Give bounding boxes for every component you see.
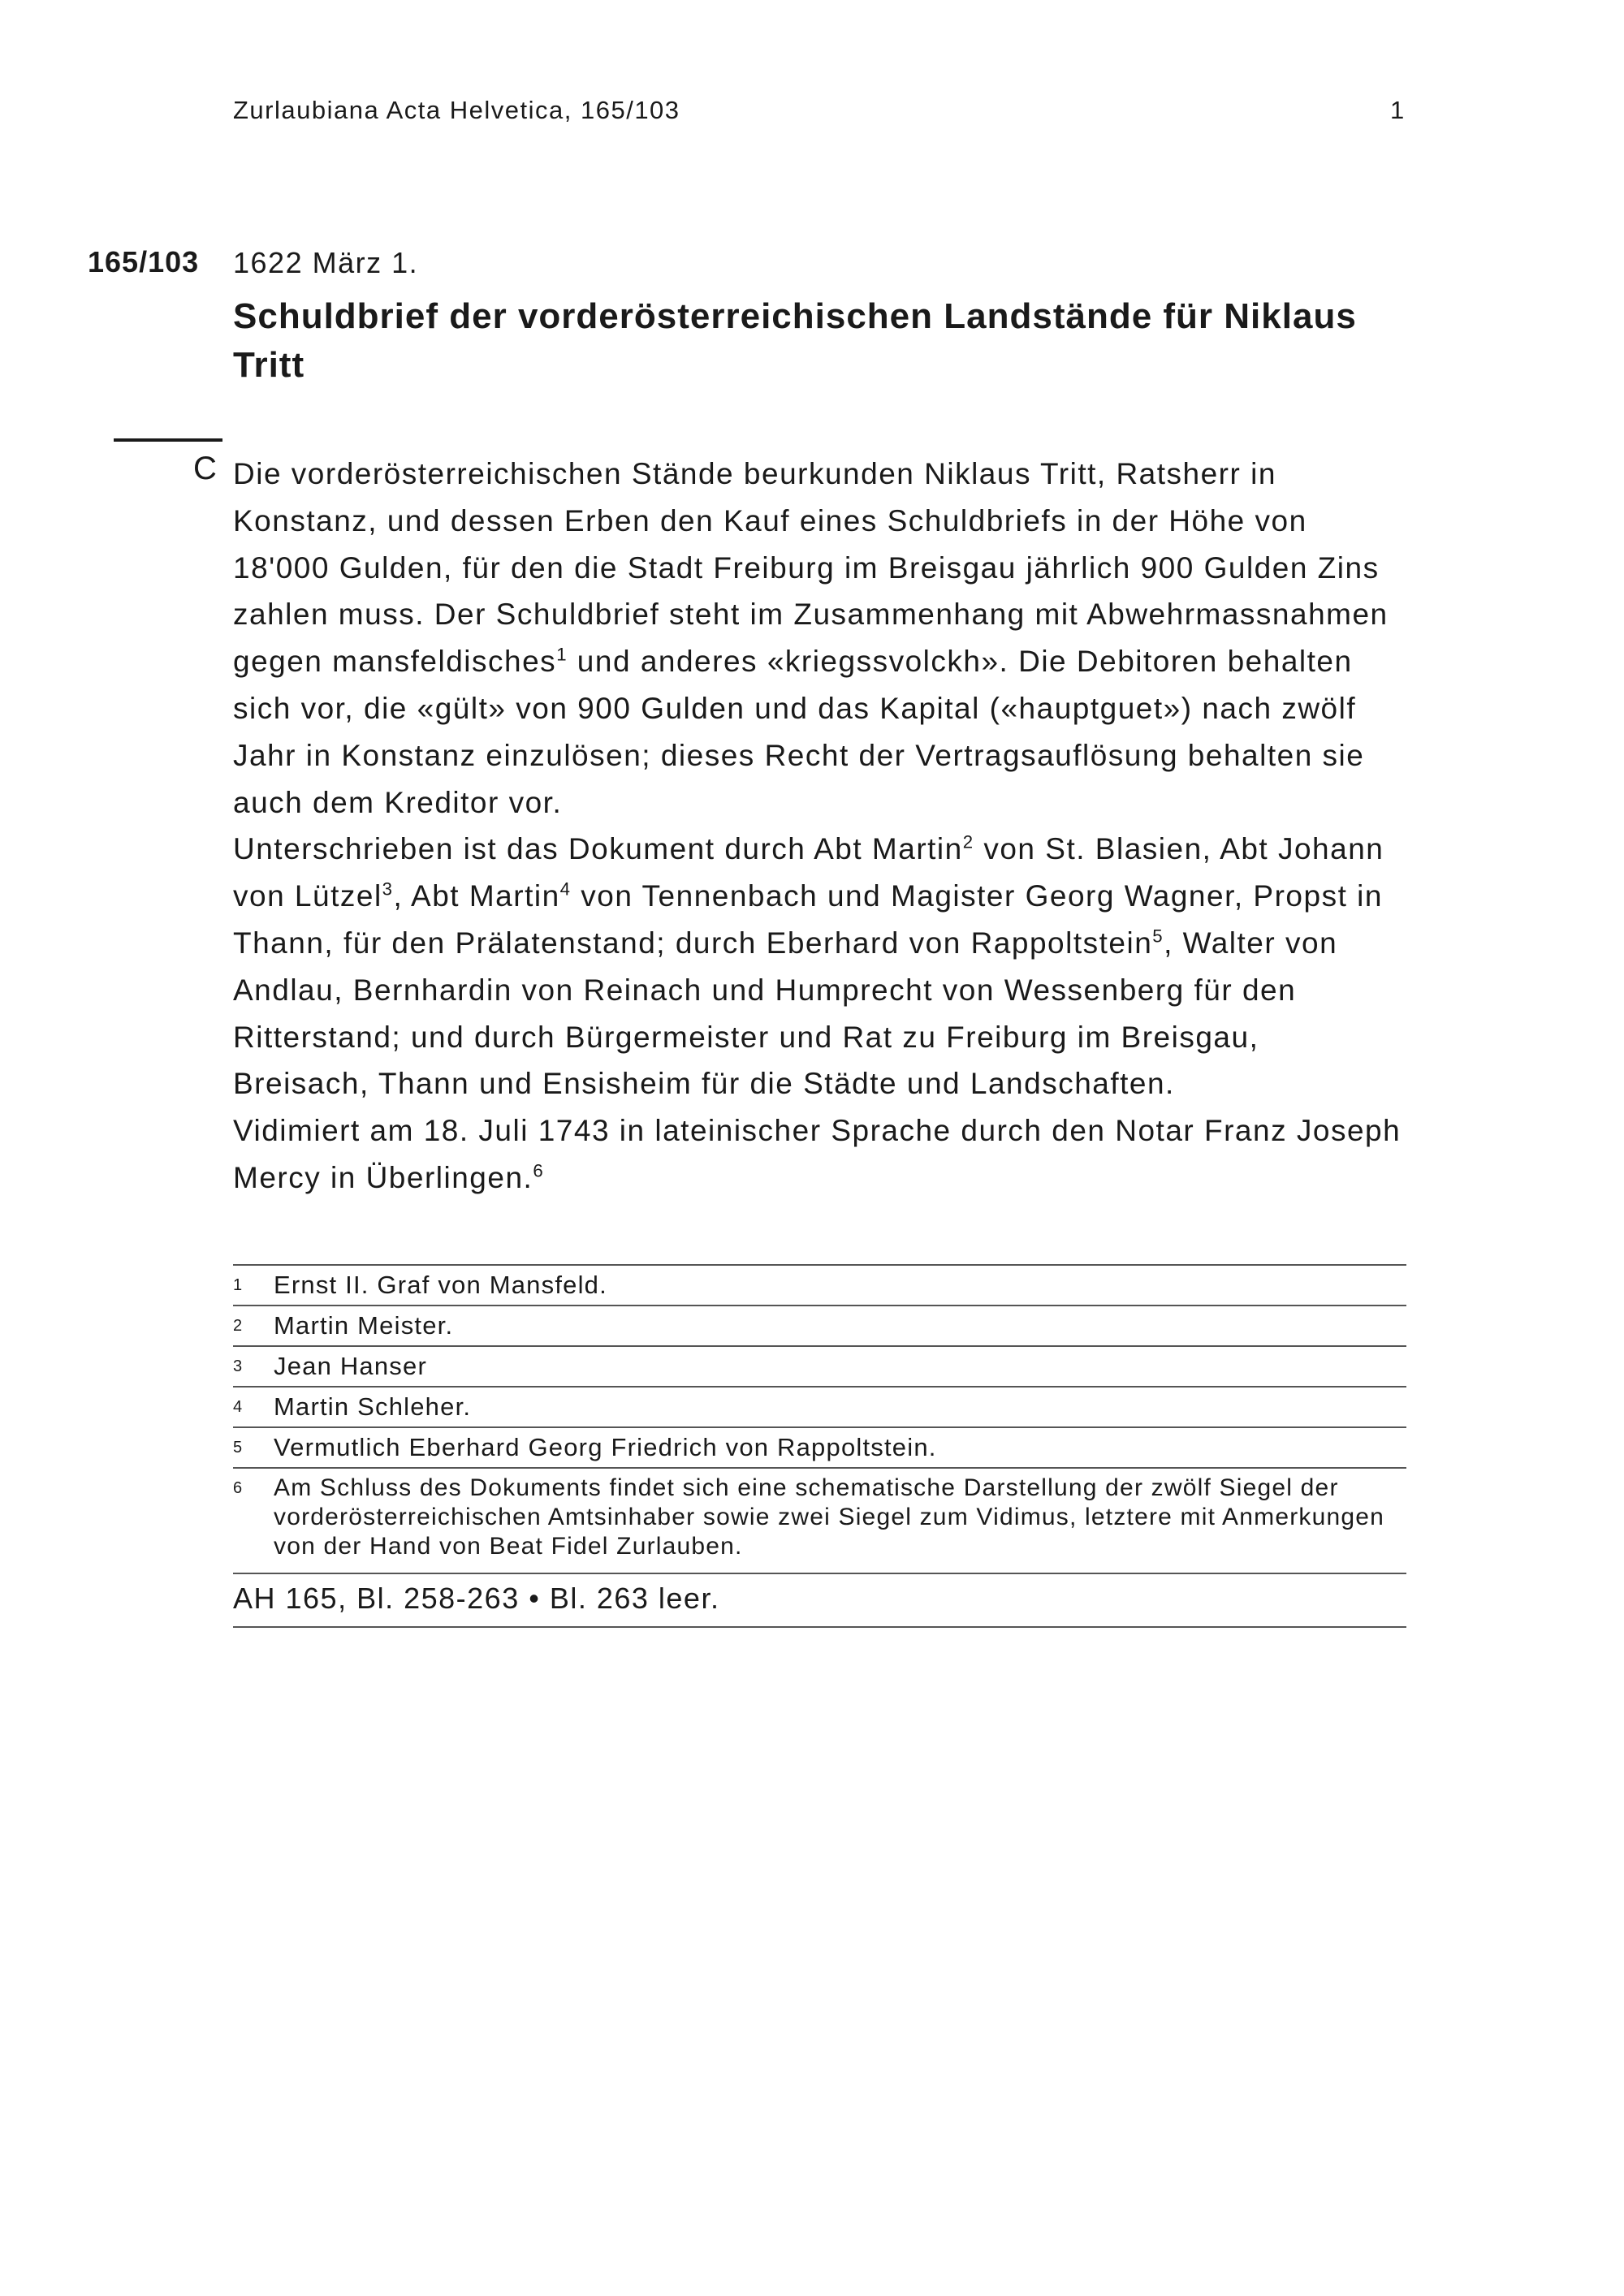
footnote-ref-2[interactable]: 2 bbox=[962, 832, 974, 853]
regest-text: , Abt Martin bbox=[393, 879, 560, 913]
running-title: Zurlaubiana Acta Helvetica, 165/103 bbox=[233, 96, 680, 124]
margin-rule bbox=[114, 438, 222, 442]
footnote-ref-3[interactable]: 3 bbox=[382, 878, 394, 900]
footnote-text: Martin Schleher. bbox=[274, 1392, 472, 1421]
footnote-number: 5 bbox=[233, 1439, 244, 1457]
footnote-1 bbox=[233, 1264, 1406, 1305]
regest-text: , Walter von Andlau, Bernhardin von Reinach und Humprecht von Wessenberg für den Ritterstand; und durch Bürgermeister und Rat zu Freiburg im Breisgau, Breisach, Thann und Ensisheim für die Städte und Landschaften. bbox=[233, 926, 1338, 1101]
document-number: 165/103 bbox=[88, 245, 200, 278]
regest-paragraph-1 bbox=[233, 451, 1402, 826]
footnote-3 bbox=[233, 1345, 1406, 1386]
margin-letter: C bbox=[193, 451, 217, 486]
regest-text: Unterschrieben ist das Dokument durch Abt Martin bbox=[233, 832, 963, 866]
footnote-number: 2 bbox=[233, 1317, 244, 1335]
footnote-ref-5[interactable]: 5 bbox=[1152, 926, 1164, 947]
footnote-number: 4 bbox=[233, 1398, 244, 1416]
footnote-ref-4[interactable]: 4 bbox=[559, 878, 572, 900]
footnote-2 bbox=[233, 1305, 1406, 1345]
page-number: 1 bbox=[1390, 96, 1405, 124]
footnote-6 bbox=[233, 1467, 1406, 1573]
regest-paragraph-3 bbox=[233, 1107, 1402, 1202]
footnote-4 bbox=[233, 1386, 1406, 1426]
regest-paragraph-2 bbox=[233, 826, 1402, 1107]
footnote-number: 3 bbox=[233, 1357, 244, 1375]
footnote-5 bbox=[233, 1426, 1406, 1467]
regest-text: von St. Blasien, Abt Johann von Lützel bbox=[233, 832, 1384, 913]
footnote-text: Vermutlich Eberhard Georg Friedrich von Rappoltstein. bbox=[274, 1433, 937, 1461]
footnote-ref-1[interactable]: 1 bbox=[556, 644, 568, 665]
footnote-ref-6[interactable]: 6 bbox=[533, 1160, 545, 1181]
source-reference: AH 165, Bl. 258-263 • Bl. 263 leer. bbox=[233, 1573, 1406, 1628]
footnote-text: Am Schluss des Dokuments findet sich eine schematische Darstellung der zwölf Siegel der vorderösterreichischen Amtsinhaber sowie zwei Siegel zum Vidimus, letztere mit Anmerkungen von der Hand von Beat Fidel Zurlauben. bbox=[274, 1474, 1385, 1560]
regest-text: Die vorderösterreichischen Stände beurkunden Niklaus Tritt, Ratsherr in Konstanz, und dessen Erben den Kauf eines Schuldbriefs in der Höhe von 18'000 Gulden, für den die Stadt Freiburg im Breisgau jährlich 900 Gulden Zins zahlen muss. Der Schuldbrief steht im Zusammenhang mit Abwehrmassnahmen gegen mansfeldisches bbox=[233, 457, 1389, 679]
document-title: Schuldbrief der vorderösterreichischen Landstände für Niklaus Tritt bbox=[233, 296, 1357, 385]
regest-text: und anderes «kriegssvolckh». Die Debitoren behalten sich vor, die «gült» von 900 Gulden und das Kapital («hauptguet») nach zwölf Jahr in Konstanz einzulösen; dieses Recht der Vertragsauflösung behalten sie auch dem Kreditor vor. bbox=[233, 645, 1365, 819]
footnote-number: 1 bbox=[233, 1276, 244, 1294]
footnote-text: Jean Hanser bbox=[274, 1352, 427, 1380]
document-date: 1622 März 1. bbox=[233, 246, 419, 279]
footnote-text: Ernst II. Graf von Mansfeld. bbox=[274, 1271, 607, 1299]
footnotes bbox=[233, 1264, 1406, 1573]
footnote-number: 6 bbox=[233, 1479, 244, 1497]
regest-text: Vidimiert am 18. Juli 1743 in lateinischer Sprache durch den Notar Franz Joseph Mercy in Überlingen. bbox=[233, 1114, 1402, 1194]
regest bbox=[233, 451, 1402, 1202]
regest-text: von Tennenbach und Magister Georg Wagner, Propst in Thann, für den Prälatenstand; durch Eberhard von Rappoltstein bbox=[233, 879, 1383, 960]
footnote-text: Martin Meister. bbox=[274, 1311, 454, 1340]
